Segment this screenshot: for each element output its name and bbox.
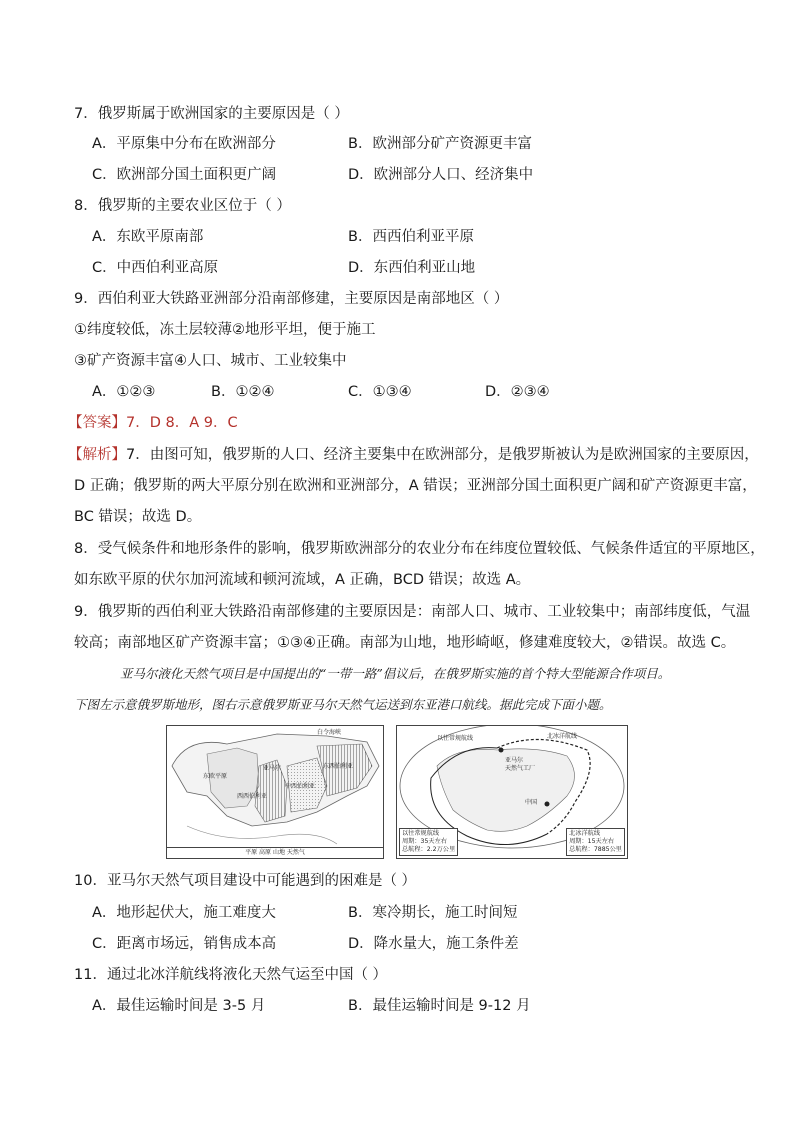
map-label-gas: 亚马尔 — [263, 765, 282, 772]
q10-option-b[interactable]: B．寒冷期长，施工时间短 — [348, 905, 518, 921]
analysis-p3-line2: 较高；南部地区矿产资源丰富；①③④正确。南部为山地，地形崎岖，修建难度较大，②错误。故选 C。 — [74, 635, 736, 651]
analysis-p2-line2: 如东欧平原的伏尔加河流域和顿河流域，A 正确，BCD 错误；故选 A。 — [74, 572, 531, 588]
q8-stem: 8．俄罗斯的主要农业区位于（ ） — [74, 198, 291, 214]
terrain-map-legend: 平原 高原 山地 天然气 — [167, 847, 383, 858]
route-label-north: 北冰洋航线 — [547, 733, 578, 740]
analysis-p2-line1: 8．受气候条件和地形条件的影响，俄罗斯欧洲部分的农业分布在纬度位置较低、气候条件适宜的平原地区， — [74, 541, 765, 557]
map-label-plain-east: 东欧平原 — [203, 773, 228, 780]
terrain-map-graphic — [167, 726, 383, 858]
map-label-mountain: 东西伯利亚 — [323, 763, 354, 770]
answer-tag: 【答案】 — [68, 415, 126, 431]
answer-line — [68, 413, 238, 433]
map-label-plain-west: 西西伯利亚 — [237, 793, 268, 800]
analysis-p1-line1 — [68, 445, 759, 465]
route-label-china: 中国 — [525, 799, 538, 806]
q9-option-b[interactable]: B．①②④ — [211, 384, 275, 400]
old-route-box: 以往常规航线 周期：35天左右 总航程：2.2万公里 — [399, 828, 458, 856]
q9-option-d[interactable]: D．②③④ — [485, 384, 550, 400]
answer-text: 7．D 8．A 9．C — [126, 415, 238, 431]
route-label-factory: 亚马尔 — [505, 757, 524, 764]
q9-statements-2: ③矿产资源丰富④人口、城市、工业较集中 — [74, 353, 347, 369]
q10-stem: 10．亚马尔天然气项目建设中可能遇到的困难是（ ） — [74, 873, 417, 889]
intro-line2: 下图左示意俄罗斯地形，图右示意俄罗斯亚马尔天然气运送到东亚港口航线。据此完成下面小题。 — [74, 697, 612, 712]
q8-option-c[interactable]: C．中西伯利亚高原 — [92, 260, 219, 276]
q11-option-b[interactable]: B．最佳运输时间是 9-12 月 — [348, 998, 531, 1014]
q9-option-a[interactable]: A．①②③ — [92, 384, 156, 400]
q7-option-c[interactable]: C．欧洲部分国土面积更广阔 — [92, 167, 277, 183]
q10-option-c[interactable]: C．距离市场远，销售成本高 — [92, 936, 277, 952]
q10-option-a[interactable]: A．地形起伏大，施工难度大 — [92, 905, 276, 921]
q9-statements-1: ①纬度较低，冻土层较薄②地形平坦，便于施工 — [74, 322, 376, 338]
map-label-plateau: 中西伯利亚 — [285, 783, 316, 790]
q11-option-a[interactable]: A．最佳运输时间是 3-5 月 — [92, 998, 266, 1014]
q7-option-d[interactable]: D．欧洲部分人口、经济集中 — [348, 167, 534, 183]
q9-option-c[interactable]: C．①③④ — [348, 384, 412, 400]
q8-option-a[interactable]: A．东欧平原南部 — [92, 229, 204, 245]
route-label-factory-2: 天然气工厂 — [505, 765, 536, 772]
q7-option-b[interactable]: B．欧洲部分矿产资源更丰富 — [348, 136, 532, 152]
map-label-sea: 白令海峡 — [317, 729, 342, 736]
route-label-old: 以往常规航线 — [437, 735, 474, 742]
analysis-p3-line1: 9．俄罗斯的西伯利亚大铁路沿南部修建的主要原因是：南部人口、城市、工业较集中；南部纬度低，气温 — [74, 604, 751, 620]
q7-option-a[interactable]: A．平原集中分布在欧洲部分 — [92, 136, 276, 152]
analysis-tag: 【解析】 — [68, 447, 126, 463]
russia-terrain-map — [166, 725, 384, 859]
q8-option-d[interactable]: D．东西伯利亚山地 — [348, 260, 476, 276]
shipping-route-map — [396, 725, 628, 859]
analysis-text: 7．由图可知，俄罗斯的人口、经济主要集中在欧洲部分，是俄罗斯被认为是欧洲国家的主要原因， — [126, 447, 759, 463]
analysis-p1-line2: D 正确；俄罗斯的两大平原分别在欧洲和亚洲部分，A 错误；亚洲部分国土面积更广阔和矿产资源更丰富， — [74, 478, 757, 494]
intro-line1: 亚马尔液化天然气项目是中国提出的“一带一路”倡议后，在俄罗斯实施的首个特大型能源合作项目。 — [120, 666, 671, 681]
q7-stem: 7．俄罗斯属于欧洲国家的主要原因是（ ） — [74, 106, 349, 122]
q8-option-b[interactable]: B．西西伯利亚平原 — [348, 229, 474, 245]
q11-stem: 11．通过北冰洋航线将液化天然气运至中国（ ） — [74, 967, 388, 983]
north-route-box: 北冰洋航线 周期：15天左右 总航程：7885公里 — [566, 828, 625, 856]
q9-stem: 9．西伯利亚大铁路亚洲部分沿南部修建，主要原因是南部地区（ ） — [74, 291, 509, 307]
q10-option-d[interactable]: D．降水量大，施工条件差 — [348, 936, 519, 952]
analysis-p1-line3: BC 错误；故选 D。 — [74, 509, 202, 525]
